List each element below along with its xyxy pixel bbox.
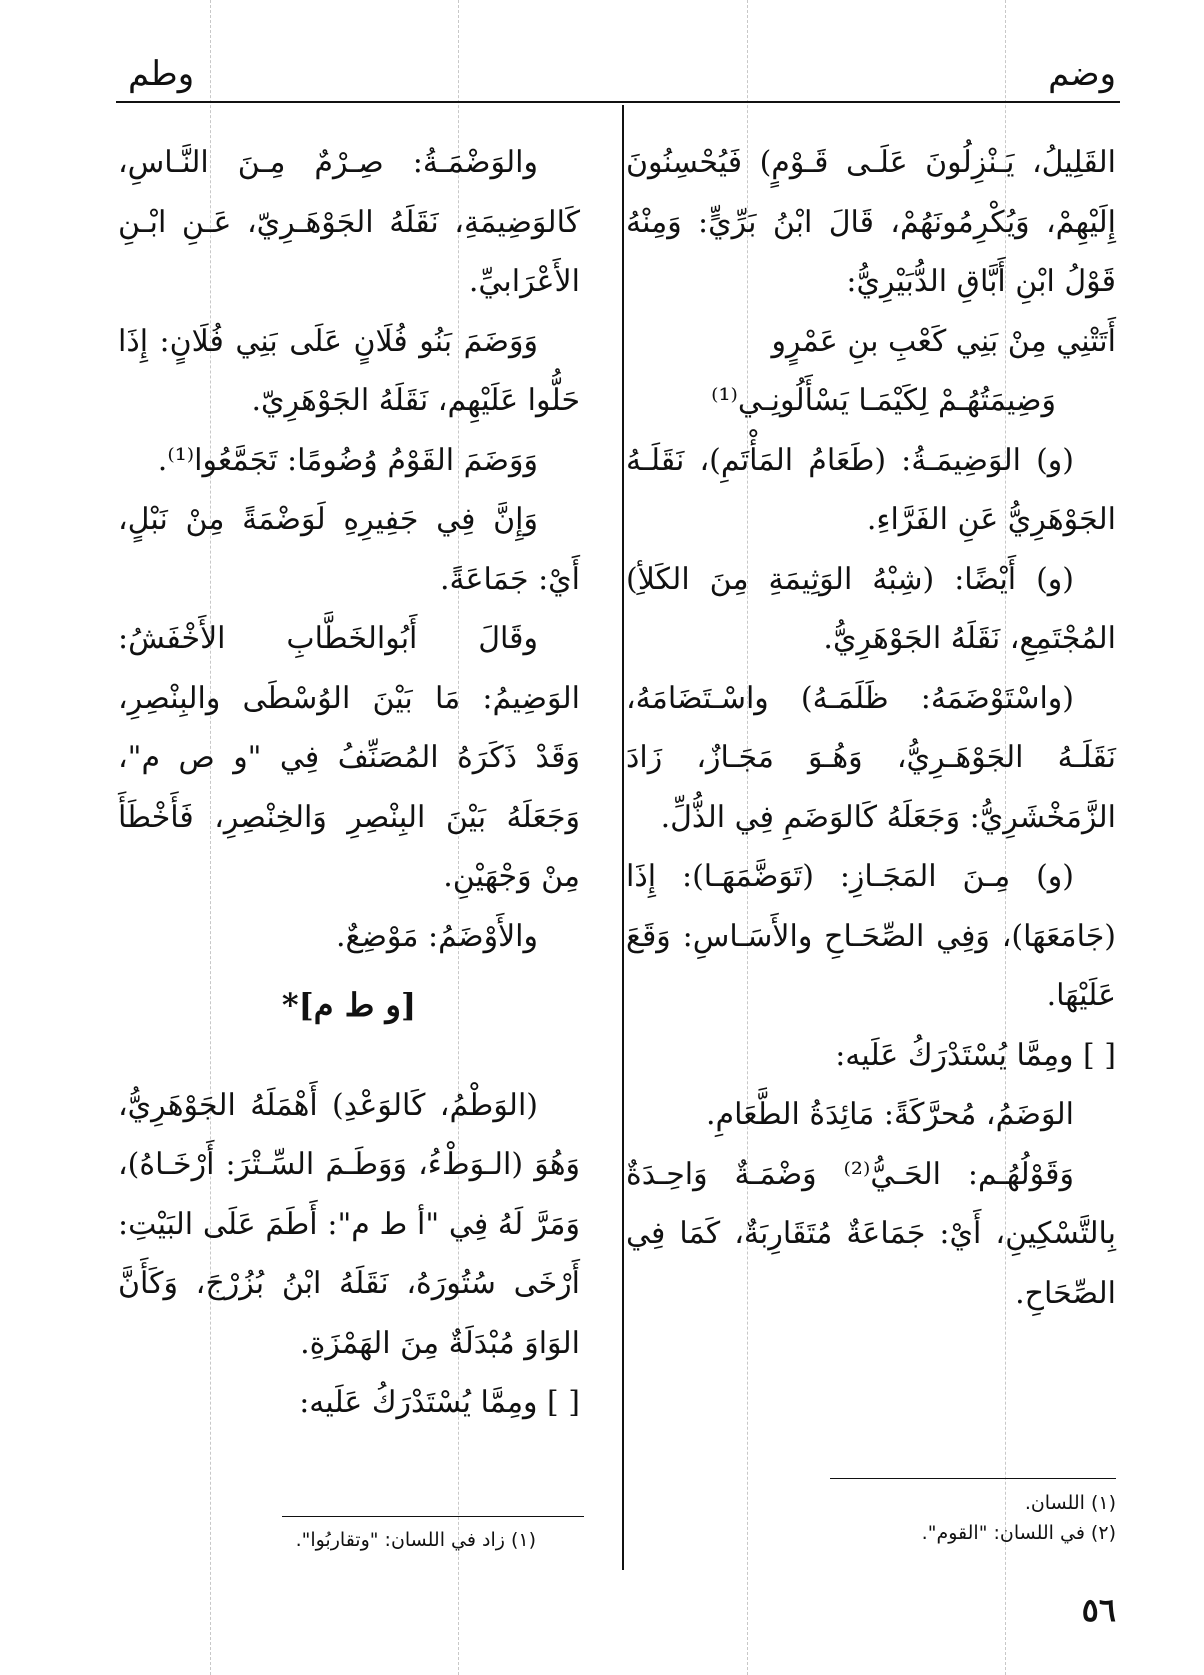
right-paragraph: (و) أَيْضًا: (شِبْهُ الوَثِيمَةِ مِنَ الكَلأِ) المُجْتَمِعِ، نَقَلَهُ الجَوْهَرِيُّ.	[626, 561, 1116, 656]
header-left-word: وطم	[128, 54, 195, 94]
verse-line-2: وَضِيمَتُهُـمْ لِكَيْمَـا يَسْأَلُونِـي⁽¹⁾	[711, 383, 1056, 418]
right-line-1: القَلِيلُ، يَـنْزِلُونَ عَلَـى قَـوْمٍ) فَيُحْسِنُونَ	[626, 145, 1116, 180]
left-paragraph: والأَوْضَمُ: مَوْضِعٌ.	[335, 918, 538, 954]
left-paragraph: وَوَضَمَ بَنُو فُلَانٍ عَلَى بَنِي فُلَانٍ: إِذَا حَلُّوا عَلَيْهِم، نَقَلَهُ الجَوْهَرِيّ.	[118, 323, 580, 418]
left-paragraph: وَإِنَّ فِي جَفِيرِهِ لَوَضْمَةً مِنْ نَبْلٍ، أَيْ: جَمَاعَةً.	[118, 502, 580, 597]
entry-heading: [و ط م]*	[281, 986, 417, 1024]
right-paragraph: الوَضَمُ، مُحرَّكَةً: مَائِدَةُ الطَّعَامِ.	[706, 1097, 1074, 1132]
left-column	[118, 133, 580, 1433]
right-paragraph: (و) الوَضِيمَـةُ: (طَعَامُ المَأْتَمِ)، نَقَلَـهُ الجَوْهَرِيُّ عَنِ الفَرَّاءِ.	[626, 442, 1116, 537]
footnotes-left	[206, 1525, 582, 1555]
left-paragraph: وقَالَ أَبُوالخَطَّابِ الأَخْفَشُ: الوَضِيمُ: مَا بَيْنَ الوُسْطَى والبِنْصِرِ، وَقَدْ ذَكَرَهُ المُصَنِّفُ فِي "و ص م"، وَجَعَلَهُ بَيْنَ البِنْصِرِ وَالخِنْصِرِ، فَأَخْطَأَ مِنْ وَجْهَيْنِ.	[118, 621, 580, 894]
right-paragraph: (و) مِـنَ المَجَـازِ: (تَوَضَّمَهَـا): إِذَا (جَامَعَهَا)، وَفِي الصِّحَـاحِ والأَسَـاسِ: وَقَعَ عَلَيْهَا.	[626, 859, 1116, 1013]
right-line-2: إِلَيْهِمْ، وَيُكْرِمُونَهُمْ، قَالَ ابْنُ بَرِّيٍّ: وَمِنْهُ	[626, 204, 1116, 240]
verse-line-1: أَتَتْنِي مِنْ بَنِي كَعْبِ بنِ عَمْرٍو	[771, 323, 1116, 359]
footnote: (١) زاد في اللسان: "وتقاربُوا".	[295, 1529, 536, 1551]
right-paragraph: وَقَوْلُهُـم: الحَـيُّ⁽²⁾ وَضْمَـةٌ وَاحِـدَةٌ بِالتَّسْكِينِ، أَيْ: جَمَاعَةٌ مُتَقَارِبَةٌ، كَمَا فِي الصِّحَاحِ.	[626, 1156, 1116, 1311]
footnotes-right	[816, 1488, 1116, 1548]
footnote-rule-left	[282, 1516, 584, 1517]
right-paragraph: (واسْتَوْضَمَهُ: ظَلَمَـهُ) واسْـتَضَامَهُ، نَقَلَـهُ الجَوْهَـرِيُّ، وَهُـوَ مَجَـازٌ، زَادَ الزَّمَخْشَرِيُّ: وَجَعَلَهُ كَالوَضَمِ فِي الذُّلِّ.	[626, 680, 1116, 835]
right-column	[626, 133, 1116, 1323]
left-paragraph: (الوَطْمُ، كَالوَعْدِ) أَهْمَلَهُ الجَوْهَرِيُّ، وَهُوَ (الـوَطْءُ، وَوَطَـمَ السِّـتْرَ: أَرْخَـاهُ)، وَمَرَّ لَهُ فِي "أ ط م": أَطَمَ عَلَى البَيْتِ: أَرْخَى سُتُورَهُ، نَقَلَهُ ابْنُ بُزُرْجَ، وَكَأَنَّ الوَاوَ مُبْدَلَةٌ مِنَ الهَمْزَةِ.	[118, 1087, 580, 1361]
page-number: ٥٦	[1081, 1591, 1116, 1629]
left-paragraph: [ ] ومِمَّا يُسْتَدْرَكُ عَلَيه:	[299, 1385, 580, 1420]
header-rule	[116, 101, 1120, 103]
footnote-rule-right	[830, 1478, 1116, 1479]
footnote: (١) اللسان.	[1024, 1492, 1116, 1514]
left-paragraph: والوَضْمَـةُ: صِـرْمٌ مِـنَ النَّـاسِ، كَالوَضِيمَةِ، نَقَلَهُ الجَوْهَـرِيّ، عَـنِ ابْـنِ الأَعْرَابيِّ.	[118, 145, 580, 299]
left-paragraph: وَوَضَمَ القَوْمُ وُضُومًا: تَجَمَّعُوا⁽¹⁾.	[157, 442, 538, 478]
header-right-word: وضم	[1048, 54, 1116, 94]
right-line-3: قَوْلُ ابْنِ أَبَّاقِ الدُّبَيْرِيُّ:	[846, 264, 1116, 299]
column-divider	[622, 105, 624, 1570]
footnote: (٢) في اللسان: "القوم".	[921, 1522, 1116, 1544]
right-paragraph: [ ] ومِمَّا يُسْتَدْرَكُ عَلَيه:	[835, 1037, 1116, 1073]
